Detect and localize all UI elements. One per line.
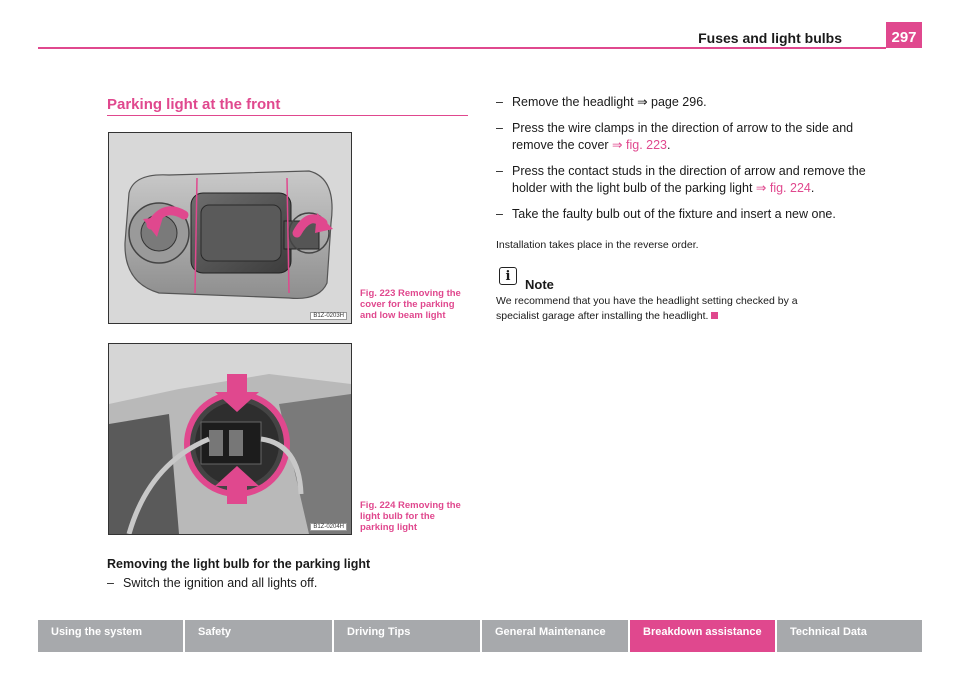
figure-code: B1Z-0204H [310, 523, 347, 531]
end-of-section-marker [711, 312, 718, 319]
footer-nav [38, 620, 922, 652]
instruction-step: – Take the faulty bulb out of the fixture and insert a new one. [496, 207, 836, 221]
figure-224-image [108, 343, 352, 535]
figure-link[interactable]: ⇒ fig. 224 [755, 181, 811, 195]
tab-breakdown-assistance[interactable]: Breakdown assistance [630, 620, 775, 652]
section-title: Parking light at the front [107, 96, 281, 113]
figure-caption: Fig. 224 Removing the light bulb for the parking light [360, 500, 461, 533]
header-rule [38, 47, 886, 49]
note-text: We recommend that you have the headlight setting checked by a specialist garage after installing the headlight. [496, 295, 798, 322]
figure-223-image [108, 132, 352, 324]
figure-caption: Fig. 223 Removing the cover for the parking and low beam light [360, 288, 461, 321]
figure-code: B1Z-0203H [310, 312, 347, 320]
installation-note: Installation takes place in the reverse order. [496, 239, 699, 251]
subheading: Removing the light bulb for the parking light [107, 557, 371, 571]
tab-driving-tips[interactable]: Driving Tips [334, 620, 480, 652]
figure-link[interactable]: ⇒ fig. 223 [612, 138, 667, 152]
info-icon: i [499, 267, 517, 285]
instruction-step: – Press the contact studs in the direction of arrow and remove the holder with the light bulb of the parking light ⇒ fig. 224. [496, 164, 866, 195]
running-header-title: Fuses and light bulbs [698, 30, 842, 46]
tab-technical-data[interactable]: Technical Data [777, 620, 922, 652]
instruction-step: – Remove the headlight ⇒ page 296. [496, 95, 707, 109]
headlight-rear-illustration [109, 133, 351, 323]
section-rule [107, 115, 468, 116]
tab-using-the-system[interactable]: Using the system [38, 620, 183, 652]
instruction-step: – Press the wire clamps in the direction of arrow to the side and remove the cover ⇒ fig. 223. [496, 121, 854, 152]
page-number: 297 [886, 22, 922, 48]
tab-safety[interactable]: Safety [185, 620, 332, 652]
instruction-step: – Switch the ignition and all lights off. [107, 576, 318, 590]
tab-general-maintenance[interactable]: General Maintenance [482, 620, 628, 652]
instruction-list [496, 94, 866, 223]
note-heading: Note [525, 277, 554, 292]
bulb-holder-illustration [109, 344, 351, 534]
